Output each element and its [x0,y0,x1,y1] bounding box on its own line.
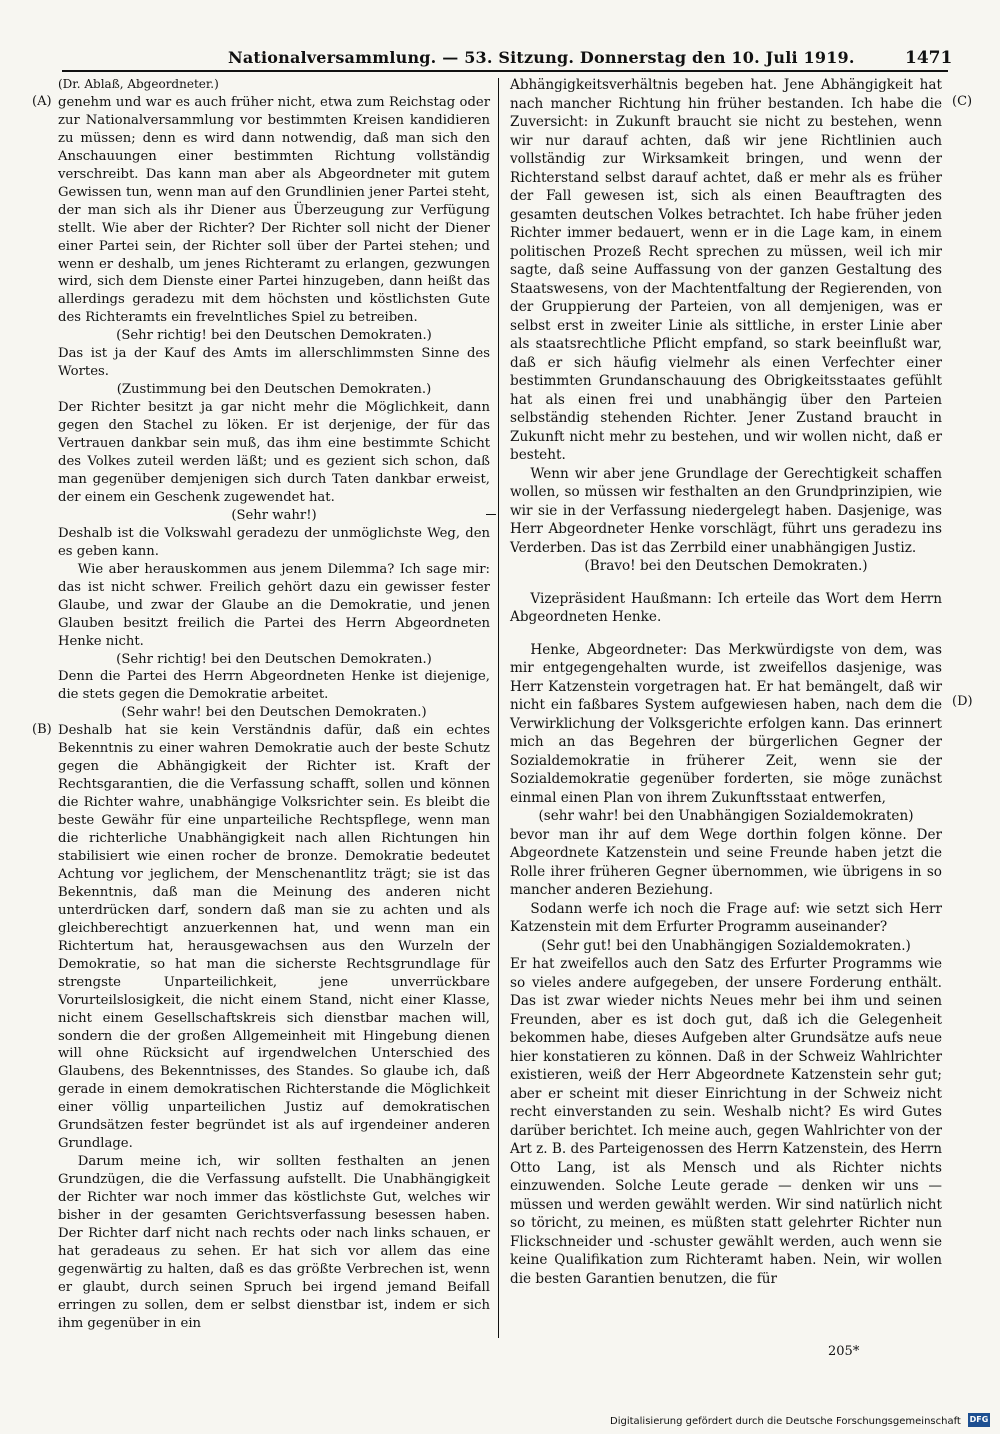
paragraph: Sodann werfe ich noch die Frage auf: wie setzt sich Herr Katzenstein mit dem Erfurter Programm auseinander? [510,900,942,935]
paragraph: Vizepräsident Haußmann: Ich erteile das Wort dem Herrn Abgeordneten Henke. [510,590,942,625]
right-column [510,76,942,1288]
paragraph: Abhängigkeitsverhältnis begeben hat. Jene Abhängigkeit hat nach mancher Richtung hin früher bestanden. Ich habe die Zuversicht: in Zukunft braucht sie nicht zu bestehen, wenn wir nur darauf achten, daß wir jene Richtlinien auch vollständig zur Wirksamkeit bringen, und wenn der Richterstand selbst darauf achtet, daß er mehr als es früher der Fall gewesen ist, sich als einen Beauftragten des gesamten deutschen Volkes betrachtet. Ich habe früher jeden Richter immer bedauert, wenn er in die Lage kam, in einem politischen Prozeß Recht sprechen zu müssen, weil ich mir sagte, daß seine Auffassung von der ganzen Gestaltung des Staatswesens, von der Machtentfaltung der Regierenden, von der Gruppierung der Parteien, von all demjenigen, was er selbst erst in zweiter Linie als sittliche, in erster Linie aber als staatsrechtliche Pflicht empfand, so stark beeinflußt war, daß er sich häufig vielmehr als einen Verfechter einer bestimmten Grundanschauung des Obrigkeitsstaates gefühlt hat als einen frei und unabhängig über den Parteien selbständig stehenden Richter. Jener Zustand braucht in Zukunft nicht mehr zu bestehen, und wir wollen nicht, daß er besteht. [510,77,942,463]
interjection: (Sehr wahr!) [231,507,317,523]
interjection: (Sehr wahr! bei den Deutschen Demokraten.) [121,705,427,721]
header-rule [62,70,948,72]
paragraph: genehm und war es auch früher nicht, etwa zum Reichstag oder zur Nationalversammlung vor bestimmten Kreisen kandidieren zu müssen; denn es wird dann notwendig, daß man sich den Anschauungen einer bestimmten Richtung vollständig verschreibt. Das kann man aber als Abgeordneter mit gutem Gewissen tun, wenn man auf den Grundlinien jener Partei steht, der man sich als ihr Diener aus Überzeugung zur Verfügung stellt. Wie aber der Richter? Der Richter soll nicht der Diener einer Partei sein, der Richter soll über der Partei stehen; und wenn er deshalb, um jenes Richteramt zu erlangen, gezwungen wird, sich dem Dienste einer Partei hinzugeben, dann heißt das allerdings geradezu mit dem höchsten und köstlichsten Gute des Richteramts ein frevelntliches Spiel zu betreiben. [58,94,490,326]
paragraph: (Dr. Ablaß, Abgeordneter.) [58,77,219,91]
page-number: 1471 [905,48,953,68]
sheet-number: 205* [828,1344,860,1359]
margin-mark-d: (D) [952,694,973,709]
margin-mark-a: (A) [32,94,52,109]
paragraph: bevor man ihr auf dem Wege dorthin folgen könne. Der Abgeordnete Katzenstein und seine Freunde haben jetzt die Rolle ihrer früheren Gegner übernommen, wie übrigens in so mancher anderen Beziehung. [510,826,942,898]
dfg-logo: DFG [968,1413,990,1427]
interjection: (Sehr richtig! bei den Deutschen Demokraten.) [116,328,432,344]
interjection: (sehr wahr! bei den Unabhängigen Sozialdemokraten) [538,808,914,824]
paragraph: Deshalb ist die Volkswahl geradezu der unmöglichste Weg, den es geben kann. [58,525,490,559]
paragraph: Wenn wir aber jene Grundlage der Gerechtigkeit schaffen wollen, so müssen wir festhalten an den Grundprinzipien, wie wir sie in der Verfassung niedergelegt haben. Dasjenige, was Herr Abgeordneter Henke vorschlägt, führt uns geradezu ins Verderben. Das ist das Zerrbild einer unabhängigen Justiz. [510,465,942,556]
paragraph: Der Richter besitzt ja gar nicht mehr die Möglichkeit, dann gegen den Stachel zu löken. Er ist derjenige, der für das Vertrauen dankbar sein muß, das ihm eine bestimmte Schicht des Volkes zuteil werden läßt; und es gezient sich schon, daß man gegenüber demjenigen sich durch Taten dankbar erweist, der einem ein Geschenk zugewendet hat. [58,400,490,505]
page-header-title: Nationalversammlung. — 53. Sitzung. Donnerstag den 10. Juli 1919. [228,48,855,67]
paragraph-gap [510,576,942,590]
column-divider [498,78,499,1338]
interjection: (Bravo! bei den Deutschen Demokraten.) [584,558,868,574]
paragraph-gap [510,627,942,641]
paragraph: Denn die Partei des Herrn Abgeordneten Henke ist diejenige, die stets gegen die Demokratie arbeitet. [58,669,490,703]
paragraph: Deshalb hat sie kein Verständnis dafür, daß ein echtes Bekenntnis zu einer wahren Demokratie auch der beste Schutz gegen die Abhängigkeit der Richter ist. Kraft der Rechtsgarantien, die die Verfassung schafft, sollen und können die Richter wahre, unabhängige Volksrichter sein. Es bleibt die beste Gewähr für eine unparteiliche Rechtspflege, wenn man die richterliche Unabhängigkeit nach allen Richtungen hin stabilisiert wie einen rocher de bronze. Demokratie bedeutet Achtung vor jeglichem, der Menschenantlitz trägt; sie ist das Bekenntnis, daß man die Meinung des anderen nicht unterdrücken darf, sondern daß man sie zu achten und als gleichberechtigt anzuerkennen hat, und wenn man ein Richtertum hat, herausgewachsen aus den Wurzeln der Demokratie, so hat man die sicherste Rechtsgrundlage für strengste Unparteilichkeit, jene unverrückbare Vorurteilslosigkeit, die nicht einem Stand, nicht einer Klasse, nicht einem Gesellschaftskreis sich dienstbar machen will, sondern die der großen Allgemeinheit mit Hingebung dienen will ohne Rücksicht auf irgendwelchen Unterschied des Glaubens, des Bekenntnisses, des Standes. So glaube ich, daß gerade in einem demokratischen Richterstande die Möglichkeit einer völlig unparteilichen Justiz auf demokratischen Grundsätzen fester begründet ist als auf irgendeiner anderen Grundlage. [58,723,490,1152]
left-column [58,76,490,1333]
running-header [0,40,1000,74]
paragraph: Wie aber herauskommen aus jenem Dilemma? Ich sage mir: das ist nicht schwer. Freilich gehört dazu ein gewisser fester Glaube, und zwar der Glaube an die Demokratie, und jenen Glauben besitzt freilich die Partei des Herrn Abgeordneten Henke nicht. [58,561,490,649]
margin-mark-b: (B) [32,722,52,737]
margin-mark-c: (C) [952,94,973,109]
interjection: (Zustimmung bei den Deutschen Demokraten.) [116,382,432,398]
funding-note: Digitalisierung gefördert durch die Deutsche Forschungsgemeinschaft [610,1416,961,1427]
interjection: (Sehr gut! bei den Unabhängigen Sozialdemokraten.) [541,937,911,954]
paragraph: Er hat zweifellos auch den Satz des Erfurter Programms wie so vieles andere aufgegeben, der unsere Forderung enthält. Das ist zwar wieder nichts Neues mehr bei ihm und seinen Freunden, aber es ist doch gut, daß ich die Gelegenheit bekommen habe, dieses Aufgeben alter Grundsätze aufs neue hier konstatieren zu können. Daß in der Schweiz Wahlrichter existieren, weiß der Herr Abgeordnete Katzenstein sehr gut; aber er scheint mit dieser Einrichtung in der Schweiz nicht recht einverstanden zu sein. Weshalb nicht? Es wird Gutes darüber berichtet. Ich meine auch, gegen Wahlrichter von der Art z. B. des Parteigenossen des Herrn Katzenstein, des Herrn Otto Lang, ist als Mensch und als Richter nichts einzuwenden. Solche Leute gerade — denken wir uns — müssen und werden gewählt werden. Wir sind natürlich nicht so töricht, zu meinen, es müßten statt gelehrter Richter nun Flickschneider und -schuster gewählt werden, auch wenn sie keine Qualifikation zum Richteramt haben. Nein, wir wollen die besten Garantien benutzen, die für [510,956,942,1287]
paragraph: Darum meine ich, wir sollten festhalten an jenen Grundzügen, die die Verfassung aufstellt. Die Unabhängigkeit der Richter war noch immer das köstlichste Gut, welches wir bisher in der gesamten Gerichtsverfassung besessen haben. Der Richter darf nicht nach rechts oder nach links schauen, er hat geradeaus zu sehen. Er hat sich vor allem das eine gegenwärtig zu halten, daß es das größte Verbrechen ist, wenn er glaubt, durch seinen Spruch bei irgend jemand Beifall erringen zu sollen, dem er selbst dienstbar ist, indem er sich ihm gegenüber in ein [58,1154,490,1331]
interjection: (Sehr richtig! bei den Deutschen Demokraten.) [116,651,432,667]
paragraph: Das ist ja der Kauf des Amts im allerschlimmsten Sinne des Wortes. [58,346,490,380]
paragraph: Henke, Abgeordneter: Das Merkwürdigste von dem, was mir entgegengehalten wurde, ist zweifellos dasjenige, was Herr Katzenstein vorgetragen hat. Er hat bemängelt, daß wir nicht ein faßbares System aufgewiesen haben, nach dem die Verwirklichung der Volksgerichte erfolgen kann. Das erinnert mich an das Begehren der bürgerlichen Gegner der Sozialdemokratie in früherer Zeit, wenn sie der Sozialdemokratie gegenüber forderten, sie möge zunächst einmal einen Plan von ihrem Zukunftsstaat entwerfen, [510,641,942,806]
